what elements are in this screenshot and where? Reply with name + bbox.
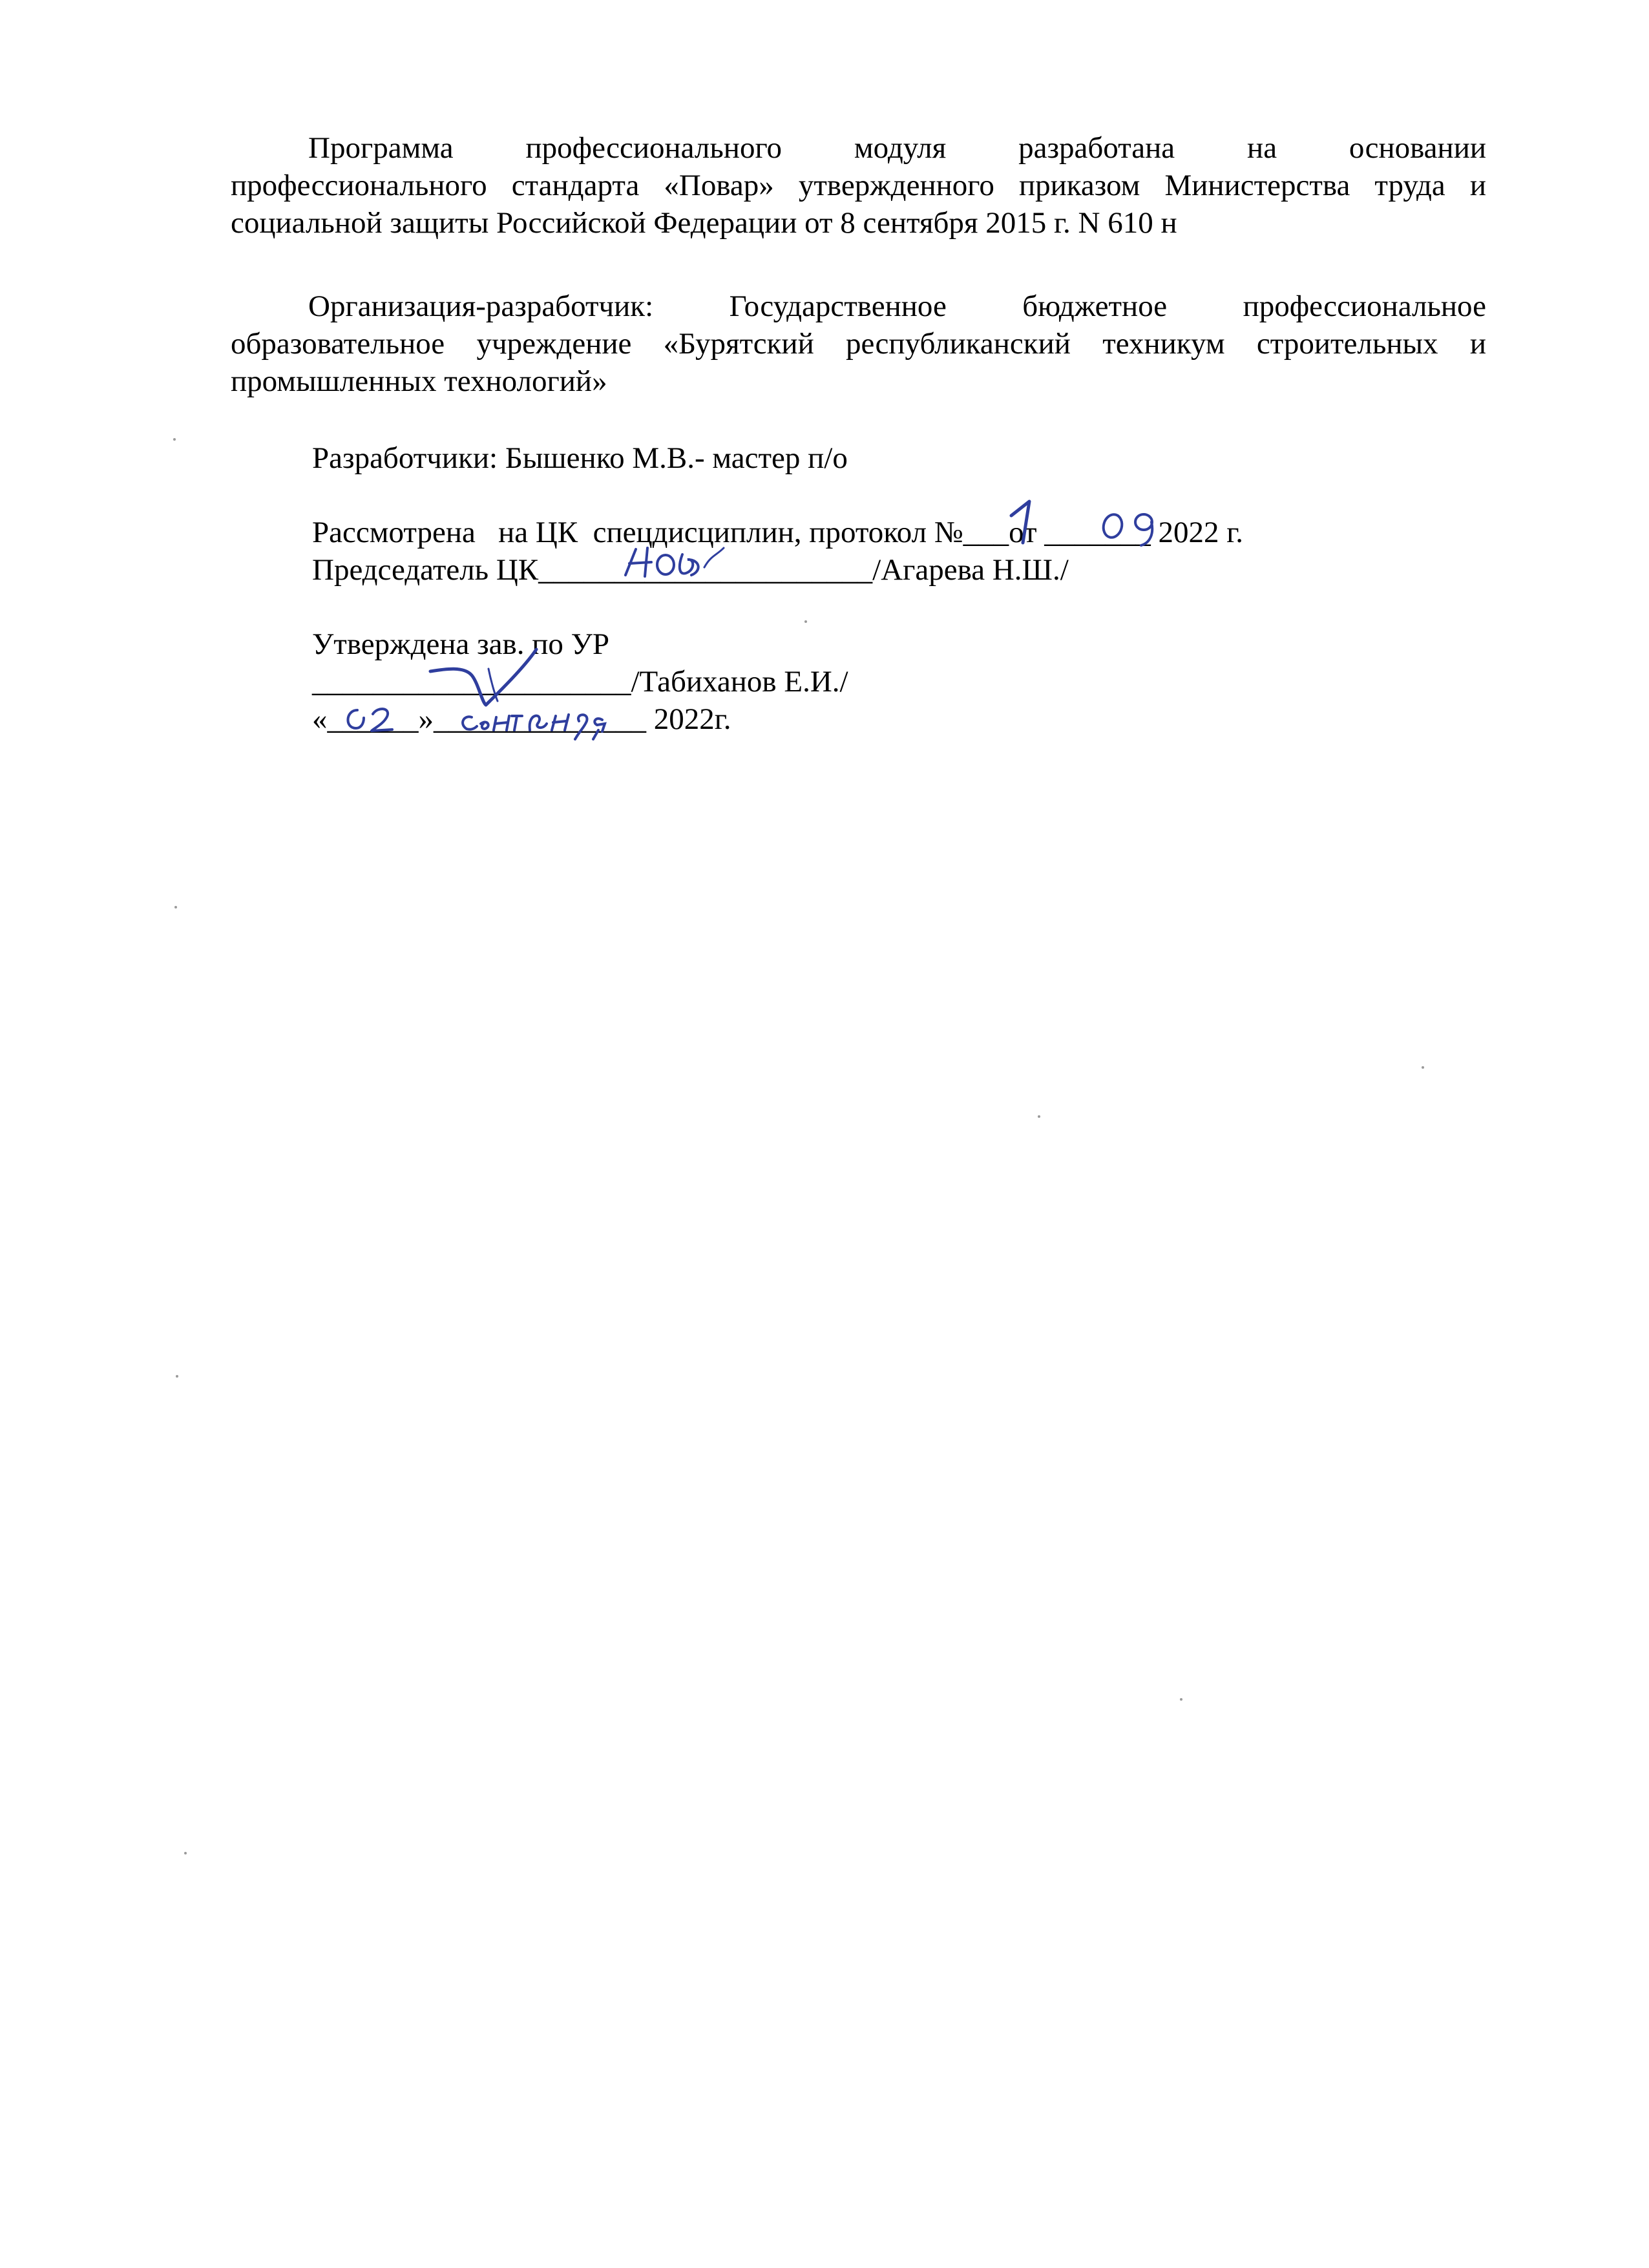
review-line: Рассмотрена на ЦК спецдисциплин, протокол №___от _______ 2022 г. bbox=[312, 516, 1244, 549]
paragraph-line: Программа профессионального модуля разработана на основании bbox=[308, 131, 1486, 165]
scan-speck bbox=[184, 1852, 187, 1854]
approval-date-line: «______»______________ 2022г. bbox=[312, 702, 731, 736]
handwritten-approval-month bbox=[452, 704, 646, 743]
developers-line: Разработчики: Бышенко М.В.- мастер п/о bbox=[312, 441, 848, 475]
paragraph-program-basis bbox=[231, 129, 1486, 242]
chair-signature bbox=[620, 543, 730, 588]
handwritten-protocol-number bbox=[1005, 498, 1044, 549]
scan-speck bbox=[1180, 1698, 1182, 1701]
scan-speck bbox=[173, 438, 176, 441]
paragraph-line: Организация-разработчик: Государственное бюджетное профессиональное bbox=[308, 289, 1486, 323]
scan-speck bbox=[174, 906, 177, 908]
scan-speck bbox=[1422, 1066, 1424, 1069]
paragraph-organization bbox=[231, 288, 1486, 400]
handwritten-approval-day bbox=[339, 701, 404, 740]
approval-title: Утверждена зав. по УР bbox=[312, 627, 610, 661]
approval-signature bbox=[426, 643, 594, 714]
scan-speck bbox=[176, 1375, 178, 1378]
paragraph-line: образовательное учреждение «Бурятский республиканский техникум строительных и bbox=[231, 327, 1486, 361]
paragraph-line: промышленных технологий» bbox=[231, 364, 607, 398]
scan-speck bbox=[804, 620, 807, 623]
approval-signature-line: _____________________/Табиханов Е.И./ bbox=[312, 665, 848, 698]
paragraph-line: социальной защиты Российской Федерации от 8 сентября 2015 г. N 610 н bbox=[231, 206, 1177, 240]
chair-line: Председатель ЦК______________________/Агарева Н.Ш./ bbox=[312, 553, 1069, 587]
scan-speck bbox=[1038, 1115, 1040, 1118]
paragraph-line: профессионального стандарта «Повар» утвержденного приказом Министерства труда и bbox=[231, 169, 1486, 202]
handwritten-protocol-date bbox=[1098, 510, 1176, 549]
